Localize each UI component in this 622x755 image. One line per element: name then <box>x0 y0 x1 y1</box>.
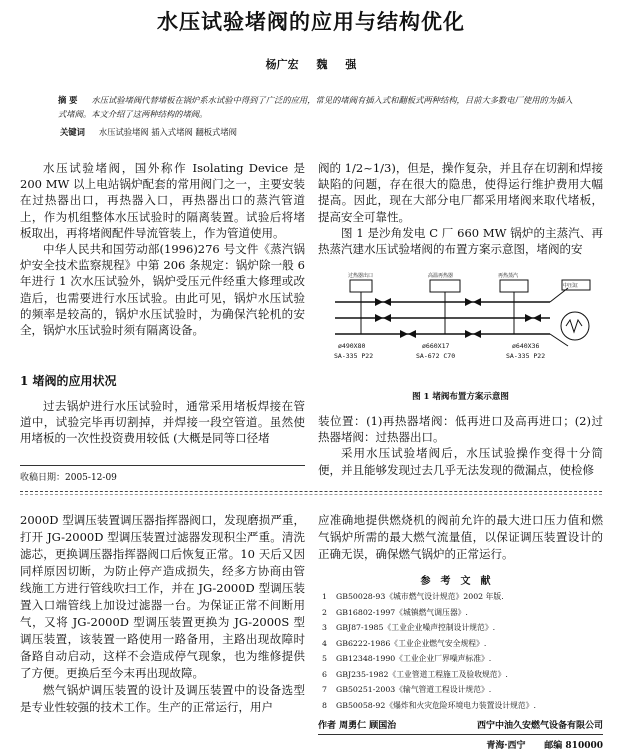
label-left-material: SA-335 P22 <box>334 352 374 360</box>
right-column-bottom <box>318 512 603 563</box>
reference-item <box>322 636 607 652</box>
label-right-material: SA-335 P22 <box>506 352 546 360</box>
superheater-box <box>350 280 372 292</box>
footnote-rule <box>20 465 305 466</box>
article-divider <box>20 491 602 492</box>
reference-number: 2 <box>322 607 327 617</box>
left-column-top <box>20 160 305 338</box>
abstract-text: 水压试验堵阀代替堵板在锅炉系水试验中得到了广泛的应用，常见的堵阀有插入式和翻板式两种结构，目前大多数电厂使用的为插入式堵阀。本文介绍了这两种结构的堵阀。 <box>58 95 573 119</box>
reference-number: 4 <box>322 638 327 648</box>
author-city: 青海·西宁 <box>486 741 526 751</box>
label-right-pipe: ø640X36 <box>512 342 540 350</box>
references-title: 参考文献 <box>420 576 501 587</box>
abstract-label: 摘 要 <box>58 95 78 105</box>
author-postcode: 邮编 810000 <box>544 741 603 751</box>
reference-text: GBJ87-1985《工业企业噪声控制设计规范》. <box>336 623 496 632</box>
reference-text: GBJ235-1982《工业管道工程施工及验收规范》. <box>336 669 508 679</box>
reference-item <box>322 651 607 667</box>
reference-number: 8 <box>322 700 327 710</box>
paper-authors: 杨广宏 魏 强 <box>265 58 357 71</box>
reheater-box <box>430 280 460 292</box>
reference-item <box>322 698 607 714</box>
reference-text: GB50028-93《城市燃气设计规范》2002 年版. <box>336 592 504 601</box>
right-column-mid <box>318 413 603 478</box>
keywords-label: 关键词 <box>60 127 85 137</box>
reference-item <box>322 682 607 698</box>
paragraph: 采用水压试验堵阀后，水压试验操作变得十分简便，并且能够发现过去几乎无法发现的微漏点，使检修 <box>318 446 603 477</box>
label-superheater-outlet: 过热器出口 <box>348 273 374 279</box>
left-column-mid <box>20 398 305 447</box>
reference-number: 3 <box>322 623 327 632</box>
paper-title: 水压试验堵阀的应用与结构优化 <box>157 9 465 34</box>
reference-number: 5 <box>322 654 327 663</box>
reference-item <box>322 605 607 621</box>
section-heading: 1 堵阀的应用状况 <box>20 374 117 388</box>
paragraph: 装位置：(1)再热器堵阀：低再进口及高再进口；(2)过热器堵阀：过热器出口。 <box>318 414 603 445</box>
reference-item <box>322 667 607 683</box>
label-ip-cylinder: 中压缸 <box>563 283 579 289</box>
abstract <box>58 93 578 121</box>
label-mid-pipe: ø660X17 <box>422 342 450 350</box>
paragraph: 水压试验堵阀，国外称作 Isolating Device 是 200 MW 以上电站锅炉配套的常用阀门之一，主要安装在过热器出口，再热器入口，再热器出口的蒸汽管道上，作为机组整体水压试验时的隔离装置。试验后将堵板取出，再将堵阀配件导流管装上，作为管道使用。 <box>20 161 305 240</box>
paragraph: 2000D 型调压装置调压器指挥器阀口，发现磨损严重，打开 JG-2000D 型调压装置过滤器发现积尘严重。清洗滤芯，更换调压器指挥器阀口后恢复正常。10 天后又因同样原因切断，为防止停产造成损失，经多方协商由管线施工方进行管线吹扫工作，并在 JG-2000D 型调压装置入口端管线上加设过滤器一台。为保证正常不间断用气，又将 JG-2000D 型调压装置更换为 JG-2000S 型调压装置，该装置一路使用一路备用，主路出现故障时备路自动启动，这样不会造成停气现象，也为维修提供了方便。更换后至今末再出现故障。 <box>20 513 305 680</box>
label-reheat-steam: 再热蒸汽 <box>498 273 519 279</box>
author-organization: 西宁中油久安燃气设备有限公司 <box>476 721 603 731</box>
reference-text: GB16802-1997《城镇燃气调压器》. <box>336 607 468 617</box>
reference-item <box>322 589 607 605</box>
label-mid-material: SA-672 C70 <box>416 352 456 360</box>
paragraph: 中华人民共和国劳动部(1996)276 号文件《蒸汽锅炉安全技术监察规程》中第 206 条规定：锅炉除一般 6 年进行 1 次水压试验外，锅炉受压元件经重大修理或改造后，也需要进行水压试验。由此可见，锅炉水压试验的频率是较高的，锅炉水压试验时，为确保汽轮机的安全，锅炉水压试验时须有隔离设备。 <box>20 242 305 338</box>
reference-text: GB6222-1986《工业企业燃气安全规程》. <box>336 638 487 648</box>
paragraph: 阀的 1/2~1/3)，但是，操作复杂，并且存在切割和焊接缺陷的问题，存在很大的隐患，使得运行维护费用大幅提高。因此，现在大部分电厂都采用堵阀来取代堵板，提高安全可靠性。 <box>318 161 603 224</box>
author-names: 作者 周勇仁 顾国治 <box>318 721 397 731</box>
keywords <box>60 126 580 138</box>
paragraph: 过去锅炉进行水压试验时，通常采用堵板焊接在管道中，试验完毕再切割掉，并焊接一段空管道。虽然使用堵板的一次性投资费用较低 (大概是同等口径堵 <box>20 399 305 446</box>
references-list <box>322 589 607 713</box>
author-location <box>318 738 603 751</box>
author-info <box>318 718 603 731</box>
received-date: 收稿日期：2005-12-09 <box>20 473 117 483</box>
figure-diagram <box>330 268 600 380</box>
paragraph: 燃气锅炉调压装置的设计及调压装置中的设备选型是专业性较强的技术工作。生产的正常运行，用户 <box>20 683 305 714</box>
right-column-top <box>318 160 603 257</box>
reference-text: GB50251-2003《输气管道工程设计规范》. <box>336 685 492 694</box>
author-rule <box>318 734 603 735</box>
reference-number: 6 <box>322 669 327 679</box>
reference-item <box>322 620 607 636</box>
reference-text: GB50058-92《爆炸和火灾危险环境电力装置设计规范》. <box>336 700 536 710</box>
paragraph: 应准确地提供燃烧机的阀前允许的最大进口压力值和燃气锅炉所需的最大燃气流量值，以保证调压装置设计的正确无误，确保燃气锅炉的正常运行。 <box>318 513 603 561</box>
label-left-pipe: ø490X80 <box>338 342 366 350</box>
reference-number: 1 <box>322 592 327 601</box>
reference-text: GB12348-1990《工业企业厂界噪声标准》. <box>336 654 492 663</box>
figure-caption: 图 1 堵阀布置方案示意图 <box>412 392 509 402</box>
reference-number: 7 <box>322 685 327 694</box>
article-divider-secondary <box>20 494 602 495</box>
keywords-text: 水压试验堵阀 插入式堵阀 翻板式堵阀 <box>98 127 237 137</box>
reheat-steam-box <box>500 280 528 292</box>
paragraph: 图 1 是沙角发电 C 厂 660 MW 锅炉的主蒸汽、再热蒸汽建水压试验堵阀的布置方案示意图，堵阀的安 <box>318 225 603 257</box>
label-high-temp-reheater: 高温再热器 <box>428 273 454 279</box>
left-column-bottom <box>20 512 305 716</box>
